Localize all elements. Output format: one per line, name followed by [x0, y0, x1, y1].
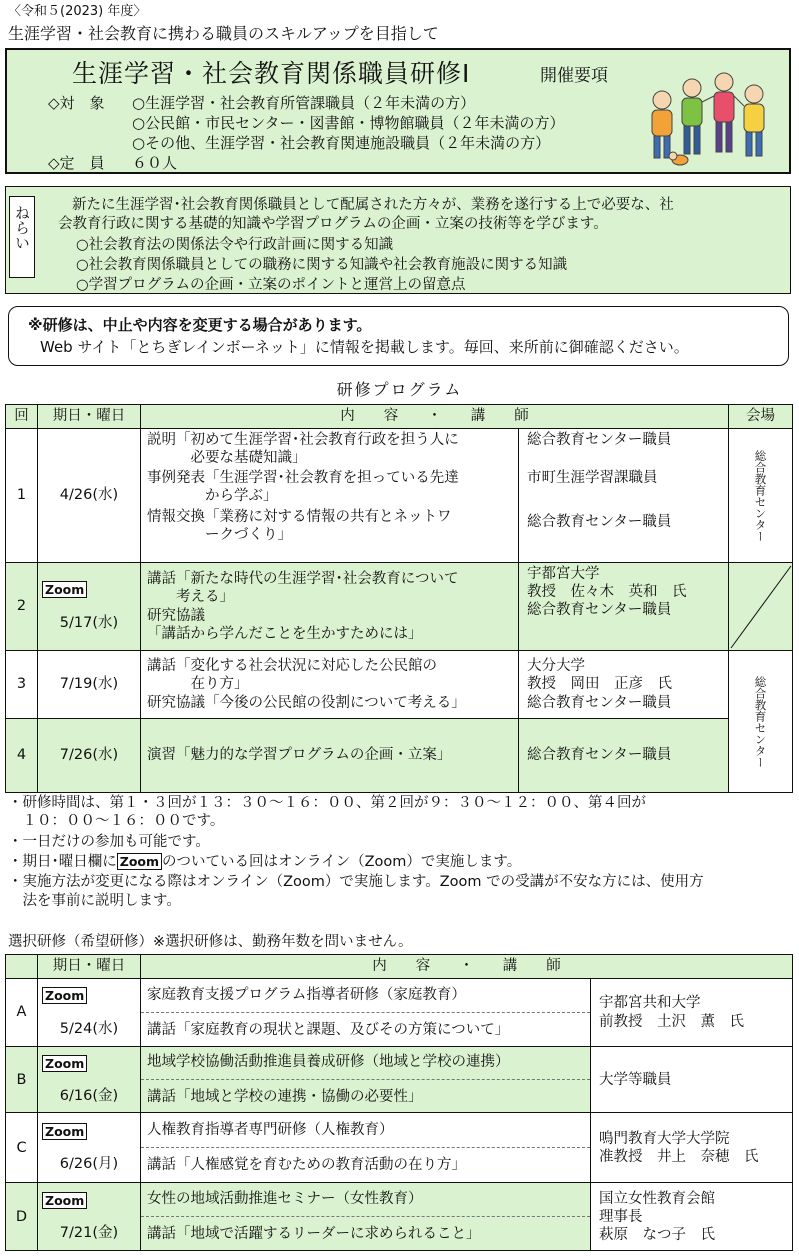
sel-content: 家庭教育支援プログラム指導者研修（家庭教育） 講話「家庭教育の現状と課題、及びその方策について」	[141, 979, 591, 1047]
sel-date: Zoom 7/21(金)	[38, 1183, 141, 1251]
capacity-value: ６０人	[132, 154, 178, 172]
sel-header-date: 期日・曜日	[38, 955, 141, 979]
sel-id: B	[6, 1047, 38, 1113]
sel-lecturer: 鳴門教育大学大学院 准教授 井上 奈穂 氏	[591, 1113, 793, 1183]
note-4: ・実施方法が変更になる際はオンライン（Zoom）で実施します。Zoom での受講が不安な方には、使用方	[8, 874, 704, 890]
row-no: 2	[6, 563, 38, 651]
sel-lecturer: 宇都宮共和大学 前教授 土沢 薫 氏	[591, 979, 793, 1047]
program-row-4	[6, 719, 793, 793]
note-1b: １０：００～１６：００です。	[8, 813, 225, 829]
page-title: 生涯学習・社会教育関係職員研修Ⅰ	[72, 59, 471, 88]
zoom-badge: Zoom	[42, 581, 87, 598]
row-venue-empty	[729, 563, 793, 651]
zoom-badge: Zoom	[117, 853, 162, 870]
zoom-badge: Zoom	[42, 1192, 87, 1209]
zoom-badge: Zoom	[42, 1055, 87, 1072]
row-lecturer: 総合教育センター職員	[519, 719, 729, 793]
header-date: 期日・曜日	[38, 405, 141, 429]
people-illustration-icon	[640, 72, 780, 170]
row-content: 説明「初めて生涯学習･社会教育行政を担う人に 必要な基礎知識」 事例発表「生涯学習･社会教育を担っている先達 から学ぶ」 情報交換「業務に対する情報の共有とネットワ ークづくり」	[141, 429, 519, 563]
sel-header-id	[6, 955, 38, 979]
aim-item-3: ○学習プログラムの企画・立案のポイントと運営上の留意点	[76, 277, 466, 293]
target-item-1: ○生涯学習・社会教育所管課職員（２年未満の方）	[132, 94, 476, 112]
notice-warning: ※研修は、中止や内容を変更する場合があります。	[28, 316, 372, 334]
selection-table	[5, 954, 793, 1251]
program-row-3	[6, 651, 793, 719]
target-item-2: ○公民館・市民センター・図書館・博物館職員（２年未満の方）	[132, 114, 565, 132]
capacity-label: ◇定 員	[48, 154, 105, 172]
aim-label: ねらい	[9, 196, 35, 278]
selection-row-c	[6, 1113, 793, 1183]
sel-content: 女性の地域活動推進セミナー（女性教育） 講話「地域で活躍するリーダーに求められること」	[141, 1183, 591, 1251]
sel-lecturer: 大学等職員	[591, 1047, 793, 1113]
sel-header-content: 内 容 ・ 講 師	[141, 955, 793, 979]
sel-date: Zoom 5/24(水)	[38, 979, 141, 1047]
row-venue: 総合教育センター	[729, 429, 793, 563]
program-row-1	[6, 429, 793, 563]
selection-row-a	[6, 979, 793, 1047]
header-content: 内 容 ・ 講 師	[141, 405, 729, 429]
sel-content: 人権教育指導者専門研修（人権教育） 講話「人権感覚を育むための教育活動の在り方」	[141, 1113, 591, 1183]
row-lecturer: 総合教育センター職員 市町生涯学習課職員 総合教育センター職員	[519, 429, 729, 563]
row-date: 4/26(水)	[38, 429, 141, 563]
sel-lecturer: 国立女性教育会館 理事長 萩原 なつ子 氏	[591, 1183, 793, 1251]
row-lecturer: 大分大学 教授 岡田 正彦 氏 総合教育センター職員	[519, 651, 729, 719]
selection-row-b	[6, 1047, 793, 1113]
selection-row-d	[6, 1183, 793, 1251]
selection-title: 選択研修（希望研修）※選択研修は、勤務年数を問いません。	[8, 934, 413, 950]
aim-item-2: ○社会教育関係職員としての職務に関する知識や社会教育施設に関する知識	[76, 257, 568, 273]
header-venue: 会場	[729, 405, 793, 429]
zoom-badge: Zoom	[42, 987, 87, 1004]
note-3: ・期日･曜日欄に Zoom のついている回はオンライン（Zoom）で実施します。	[8, 854, 522, 870]
row-no: 3	[6, 651, 38, 719]
year-label: 〈令和５(2023) 年度〉	[8, 4, 147, 19]
aim-intro-line1: 新たに生涯学習･社会教育関係職員として配属された方々が、業務を遂行する上で必要な、社	[72, 197, 674, 213]
program-row-2	[6, 563, 793, 651]
row-date: Zoom 5/17(水)	[38, 563, 141, 651]
row-date: 7/19(水)	[38, 651, 141, 719]
sel-date: Zoom 6/26(月)	[38, 1113, 141, 1183]
program-title: 研修プログラム	[336, 380, 463, 399]
zoom-badge: Zoom	[42, 1123, 87, 1140]
row-content: 講話「変化する社会状況に対応した公民館の 在り方」 研究協議「今後の公民館の役割について考える」	[141, 651, 519, 719]
target-item-3: ○その他、生涯学習・社会教育関連施設職員（２年未満の方）	[132, 134, 551, 152]
target-label: ◇対 象	[48, 94, 105, 112]
row-content: 講話「新たな時代の生涯学習･社会教育について 考える」 研究協議 「講話から学んだことを生かすためには」	[141, 563, 519, 651]
aim-item-1: ○社会教育法の関係法令や行政計画に関する知識	[76, 237, 394, 253]
note-2: ・一日だけの参加も可能です。	[8, 834, 210, 850]
row-venue: 総合教育センター	[729, 651, 793, 793]
sel-id: A	[6, 979, 38, 1047]
header-no: 回	[6, 405, 38, 429]
row-date: 7/26(水)	[38, 719, 141, 793]
sel-id: D	[6, 1183, 38, 1251]
row-no: 1	[6, 429, 38, 563]
aim-intro-line2: 会教育行政に関する基礎的知識や学習プログラムの企画・立案の技術等を学びます。	[58, 216, 608, 232]
sel-id: C	[6, 1113, 38, 1183]
notice-text: Web サイト「とちぎレインボーネット」に情報を掲載します。毎回、来所前に御確認ください。	[40, 338, 689, 356]
note-4b: 法を事前に説明します。	[8, 893, 181, 909]
sel-date: Zoom 6/16(金)	[38, 1047, 141, 1113]
note-1: ・研修時間は、第１・３回が１３：３０～１６：００、第２回が９：３０～１２：００、第４回が	[8, 795, 646, 811]
row-content: 演習「魅力的な学習プログラムの企画・立案」	[141, 719, 519, 793]
row-no: 4	[6, 719, 38, 793]
program-table	[5, 404, 793, 793]
sel-content: 地域学校協働活動推進員養成研修（地域と学校の連携） 講話「地域と学校の連携・協働の必要性」	[141, 1047, 591, 1113]
notice-box	[8, 306, 789, 366]
title-tag: 開催要項	[540, 66, 608, 86]
row-lecturer: 宇都宮大学 教授 佐々木 英和 氏 総合教育センター職員	[519, 563, 729, 651]
page-subtitle: 生涯学習・社会教育に携わる職員のスキルアップを目指して	[8, 24, 439, 43]
